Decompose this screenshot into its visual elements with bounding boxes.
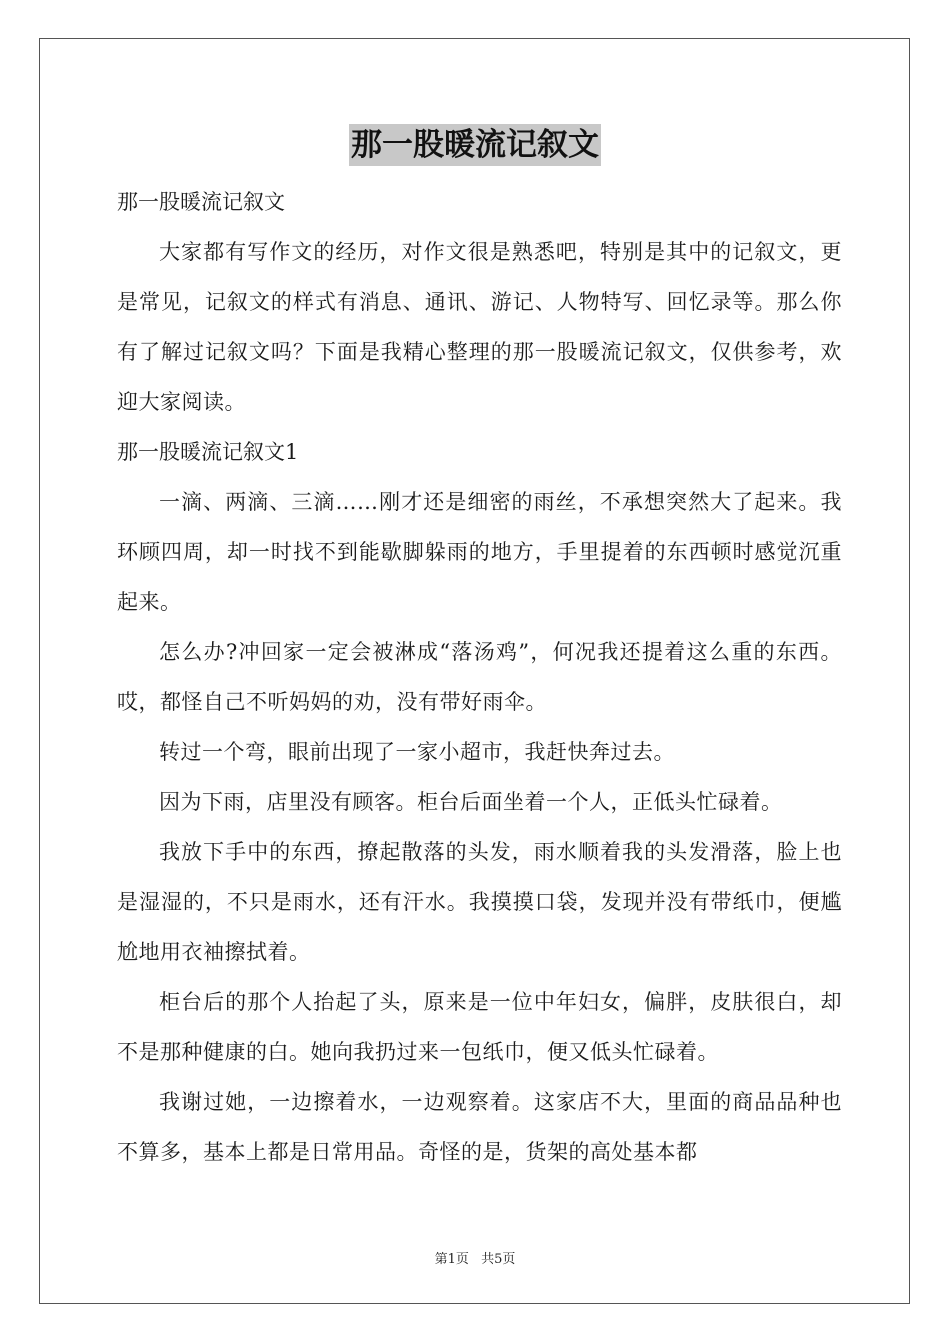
document-title: 那一股暖流记叙文: [349, 124, 601, 166]
paragraph: 我谢过她，一边擦着水，一边观察着。这家店不大，里面的商品品种也不算多，基本上都是日常用品。奇怪的是，货架的高处基本都: [117, 1090, 842, 1164]
document-body: [117, 177, 842, 1177]
paragraph: 我放下手中的东西，撩起散落的头发，雨水顺着我的头发滑落，脸上也是湿湿的，不只是雨水，还有汗水。我摸摸口袋，发现并没有带纸巾，便尴尬地用衣袖擦拭着。: [117, 840, 842, 964]
paragraph: 柜台后的那个人抬起了头，原来是一位中年妇女，偏胖，皮肤很白，却不是那种健康的白。她向我扔过来一包纸巾，便又低头忙碌着。: [117, 990, 842, 1064]
paragraph: 因为下雨，店里没有顾客。柜台后面坐着一个人，正低头忙碌着。: [159, 790, 783, 814]
title-container: [0, 124, 950, 166]
section-heading: 那一股暖流记叙文1: [117, 440, 299, 464]
paragraph: 转过一个弯，眼前出现了一家小超市，我赶快奔过去。: [159, 740, 675, 764]
page-count: 共5页: [481, 1252, 516, 1267]
section-heading: 那一股暖流记叙文: [117, 190, 285, 214]
paragraph: 大家都有写作文的经历，对作文很是熟悉吧，特别是其中的记叙文，更是常见，记叙文的样式有消息、通讯、游记、人物特写、回忆录等。那么你有了解过记叙文吗？下面是我精心整理的那一股暖流记叙文，仅供参考，欢迎大家阅读。: [117, 240, 842, 414]
page-number: 第1页: [434, 1252, 469, 1267]
page-footer: [0, 1248, 950, 1267]
paragraph: 一滴、两滴、三滴……刚才还是细密的雨丝，不承想突然大了起来。我环顾四周，却一时找不到能歇脚躲雨的地方，手里提着的东西顿时感觉沉重起来。: [117, 490, 842, 614]
paragraph: 怎么办?冲回家一定会被淋成“落汤鸡”，何况我还提着这么重的东西。哎，都怪自己不听妈妈的劝，没有带好雨伞。: [117, 640, 842, 714]
